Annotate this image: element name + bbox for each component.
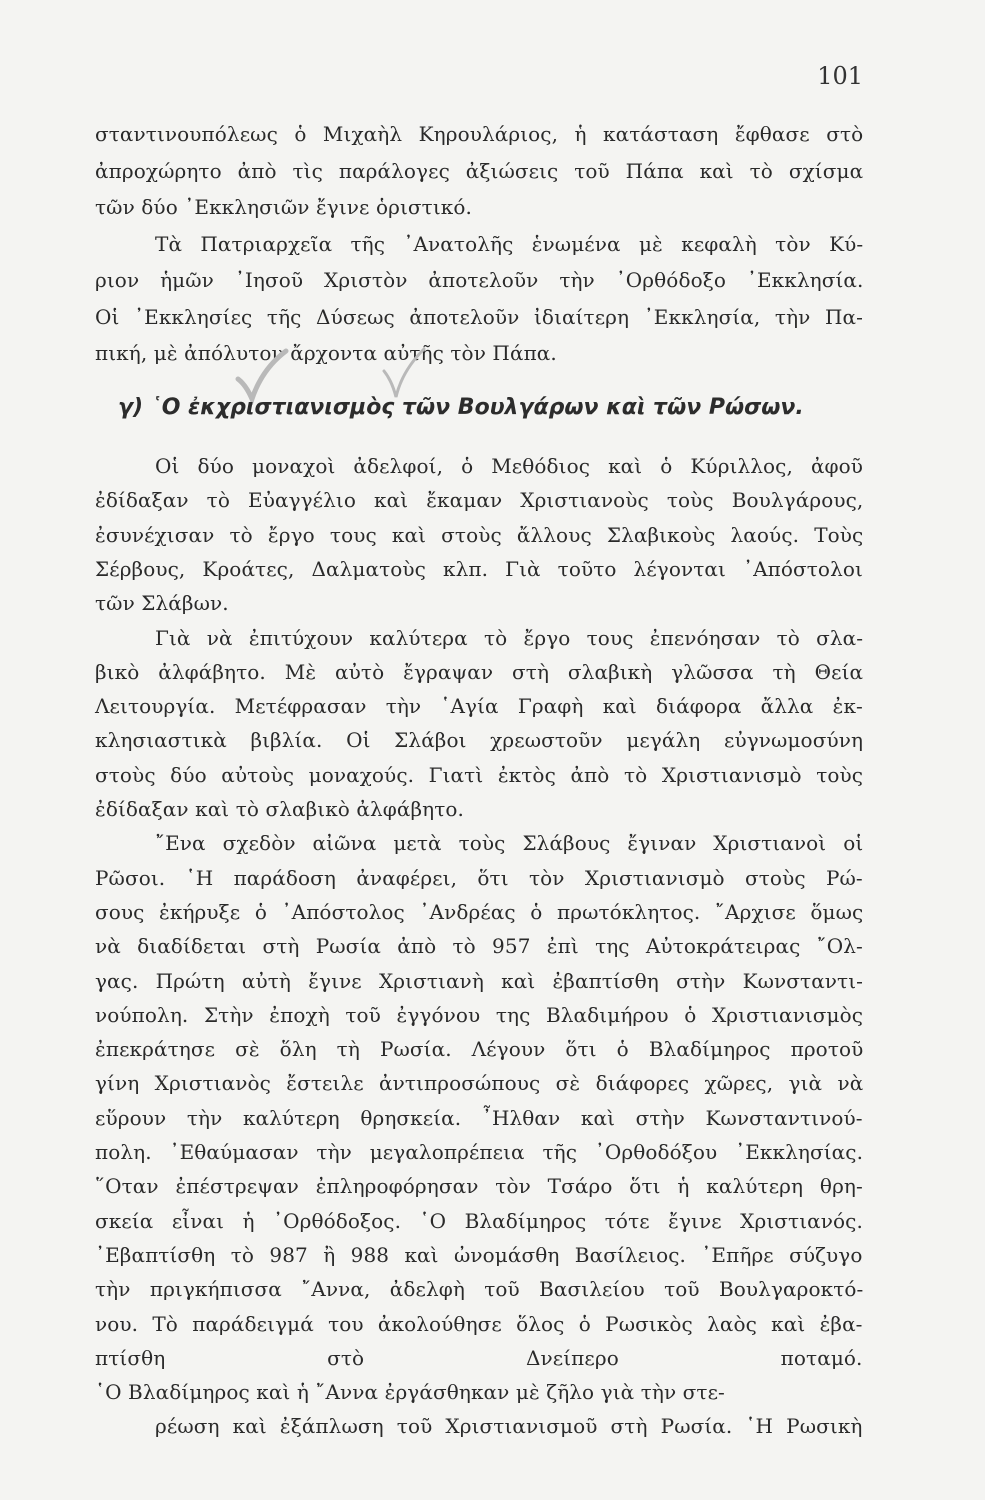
text-line: κλησιαστικὰ βιβλία. Οἱ Σλάβοι χρεωστοῦν μεγάλη εὐγνωμοσύνη bbox=[95, 728, 864, 753]
text-line: ριον ἡμῶν ᾿Ιησοῦ Χριστὸν ἀποτελοῦν τὴν ᾿Ορθόδοξο ᾿Εκκλησία. bbox=[95, 268, 864, 292]
text-line: γίνη Χριστιανὸς ἔστειλε ἀντιπροσώπους σὲ διάφορες χῶρες, γιὰ νὰ bbox=[95, 1071, 864, 1096]
text-line: Οἱ δύο μοναχοὶ ἀδελφοί, ὁ Μεθόδιος καὶ ὁ Κύριλλος, ἀφοῦ bbox=[155, 454, 864, 478]
text-line: ἐδίδαξαν τὸ Εὐαγγέλιο καὶ ἔκαμαν Χριστιανοὺς τοὺς Βουλγάρους, bbox=[95, 488, 864, 513]
text-line: Οἱ ᾿Εκκλησίες τῆς Δύσεως ἀποτελοῦν ἰδιαίτερη ᾿Εκκλησία, τὴν Πα- bbox=[95, 304, 863, 329]
text-line: πική, μὲ ἀπόλυτον ἄρχοντα αὐτῆς τὸν Πάπα. bbox=[95, 341, 557, 365]
text-line: τῶν Σλάβων. bbox=[95, 591, 229, 616]
section-heading: γ) ῾Ο ἐκχριστιανισμὸς τῶν Βουλγάρων καὶ τῶν Ρώσων. bbox=[118, 395, 804, 420]
text-line: Γιὰ νὰ ἐπιτύχουν καλύτερα τὸ ἔργο τους ἐπενόησαν τὸ σλα- bbox=[155, 625, 864, 650]
text-line: ῾Ο Βλαδίμηρος καὶ ἡ ῎Αννα ἐργάσθηκαν μὲ ζῆλο γιὰ τὴν στε- bbox=[95, 1380, 725, 1405]
text-line: γας. Πρώτη αὐτὴ ἔγινε Χριστιανὴ καὶ ἐβαπτίσθη στὴν Κωνσταντι- bbox=[95, 968, 864, 993]
text-line: βικὸ ἀλφάβητο. Μὲ αὐτὸ ἔγραψαν στὴ σλαβικὴ γλῶσσα τὴ Θεία bbox=[95, 659, 864, 684]
text-line: Λειτουργία. Μετέφρασαν τὴν ῾Αγία Γραφὴ καὶ διάφορα ἄλλα ἐκ- bbox=[95, 694, 863, 719]
text-line: ἀπροχώρητο ἀπὸ τὶς παράλογες ἀξιώσεις τοῦ Πάπα καὶ τὸ σχίσμα bbox=[95, 158, 864, 183]
text-line: νὰ διαδίδεται στὴ Ρωσία ἀπὸ τὸ 957 ἐπὶ της Αὐτοκράτειρας ῎Ολ- bbox=[95, 934, 863, 959]
text-line: ᾿Εβαπτίσθη τὸ 987 ἢ 988 καὶ ὠνομάσθη Βασίλειος. ᾿Επῆρε σύζυγο bbox=[95, 1242, 863, 1267]
text-line: εὕρουν τὴν καλύτερη θρησκεία. ῏Ηλθαν καὶ στὴν Κωνσταντινού- bbox=[95, 1105, 863, 1130]
text-line: πτίσθη στὸ Δνείπερο ποταμό. bbox=[95, 1345, 863, 1370]
text-line: πολη. ᾿Εθαύμασαν τὴν μεγαλοπρέπεια τῆς ᾿Ορθοδόξου ᾿Εκκλησίας. bbox=[95, 1140, 864, 1164]
text-line: στοὺς δύο αὐτοὺς μοναχούς. Γιατὶ ἐκτὸς ἀπὸ τὸ Χριστιανισμὸ τοὺς bbox=[95, 762, 864, 787]
text-line: ἐπεκράτησε σὲ ὅλη τὴ Ρωσία. Λέγουν ὅτι ὁ Βλαδίμηρος προτοῦ bbox=[95, 1037, 864, 1062]
text-line: ῞Οταν ἐπέστρεψαν ἐπληροφόρησαν τὸν Τσάρο ὅτι ἡ καλύτερη θρη- bbox=[95, 1174, 863, 1199]
page-number: 101 bbox=[817, 62, 863, 90]
text-line: σκεία εἶναι ἡ ᾿Ορθόδοξος. ῾Ο Βλαδίμηρος τότε ἔγινε Χριστιανός. bbox=[95, 1208, 863, 1233]
text-line: Τὰ Πατριαρχεῖα τῆς ᾿Ανατολῆς ἑνωμένα μὲ κεφαλὴ τὸν Κύ- bbox=[155, 231, 864, 256]
text-line: ἐδίδαξαν καὶ τὸ σλαβικὸ ἀλφάβητο. bbox=[95, 797, 465, 821]
text-line: νου. Τὸ παράδειγμά του ἀκολούθησε ὅλος ὁ Ρωσικὸς λαὸς καὶ ἐβα- bbox=[95, 1311, 863, 1336]
text-line: τὴν πριγκήπισσα ῎Αννα, ἀδελφὴ τοῦ Βασιλείου τοῦ Βουλγαροκτό- bbox=[95, 1277, 864, 1302]
text-line: σους ἐκήρυξε ὁ ᾿Απόστολος ᾿Ανδρέας ὁ πρωτόκλητος. ῎Αρχισε ὅμως bbox=[95, 899, 864, 924]
text-line: νούπολη. Στὴν ἐποχὴ τοῦ ἐγγόνου της Βλαδιμήρου ὁ Χριστιανισμὸς bbox=[95, 1002, 864, 1027]
text-line: ἐσυνέχισαν τὸ ἔργο τους καὶ στοὺς ἄλλους Σλαβικοὺς λαούς. Τοὺς bbox=[95, 522, 864, 547]
text-line: ῎Ενα σχεδὸν αἰῶνα μετὰ τοὺς Σλάβους ἔγιναν Χριστιανοὶ οἱ bbox=[155, 831, 864, 856]
text-line: Ρῶσοι. ῾Η παράδοση ἀναφέρει, ὅτι τὸν Χριστιανισμὸ στοὺς Ρώ- bbox=[95, 865, 863, 890]
text-line: τῶν δύο ᾿Εκκλησιῶν ἔγινε ὁριστικό. bbox=[95, 195, 472, 219]
text-line: ρέωση καὶ ἐξάπλωση τοῦ Χριστιανισμοῦ στὴ Ρωσία. ῾Η Ρωσικὴ bbox=[155, 1414, 863, 1439]
text-line: Σέρβους, Κροάτες, Δαλματοὺς κλπ. Γιὰ τοῦτο λέγονται ᾿Απόστολοι bbox=[95, 556, 863, 581]
text-line: σταντινουπόλεως ὁ Μιχαὴλ Κηρουλάριος, ἡ κατάσταση ἔφθασε στὸ bbox=[95, 122, 864, 146]
